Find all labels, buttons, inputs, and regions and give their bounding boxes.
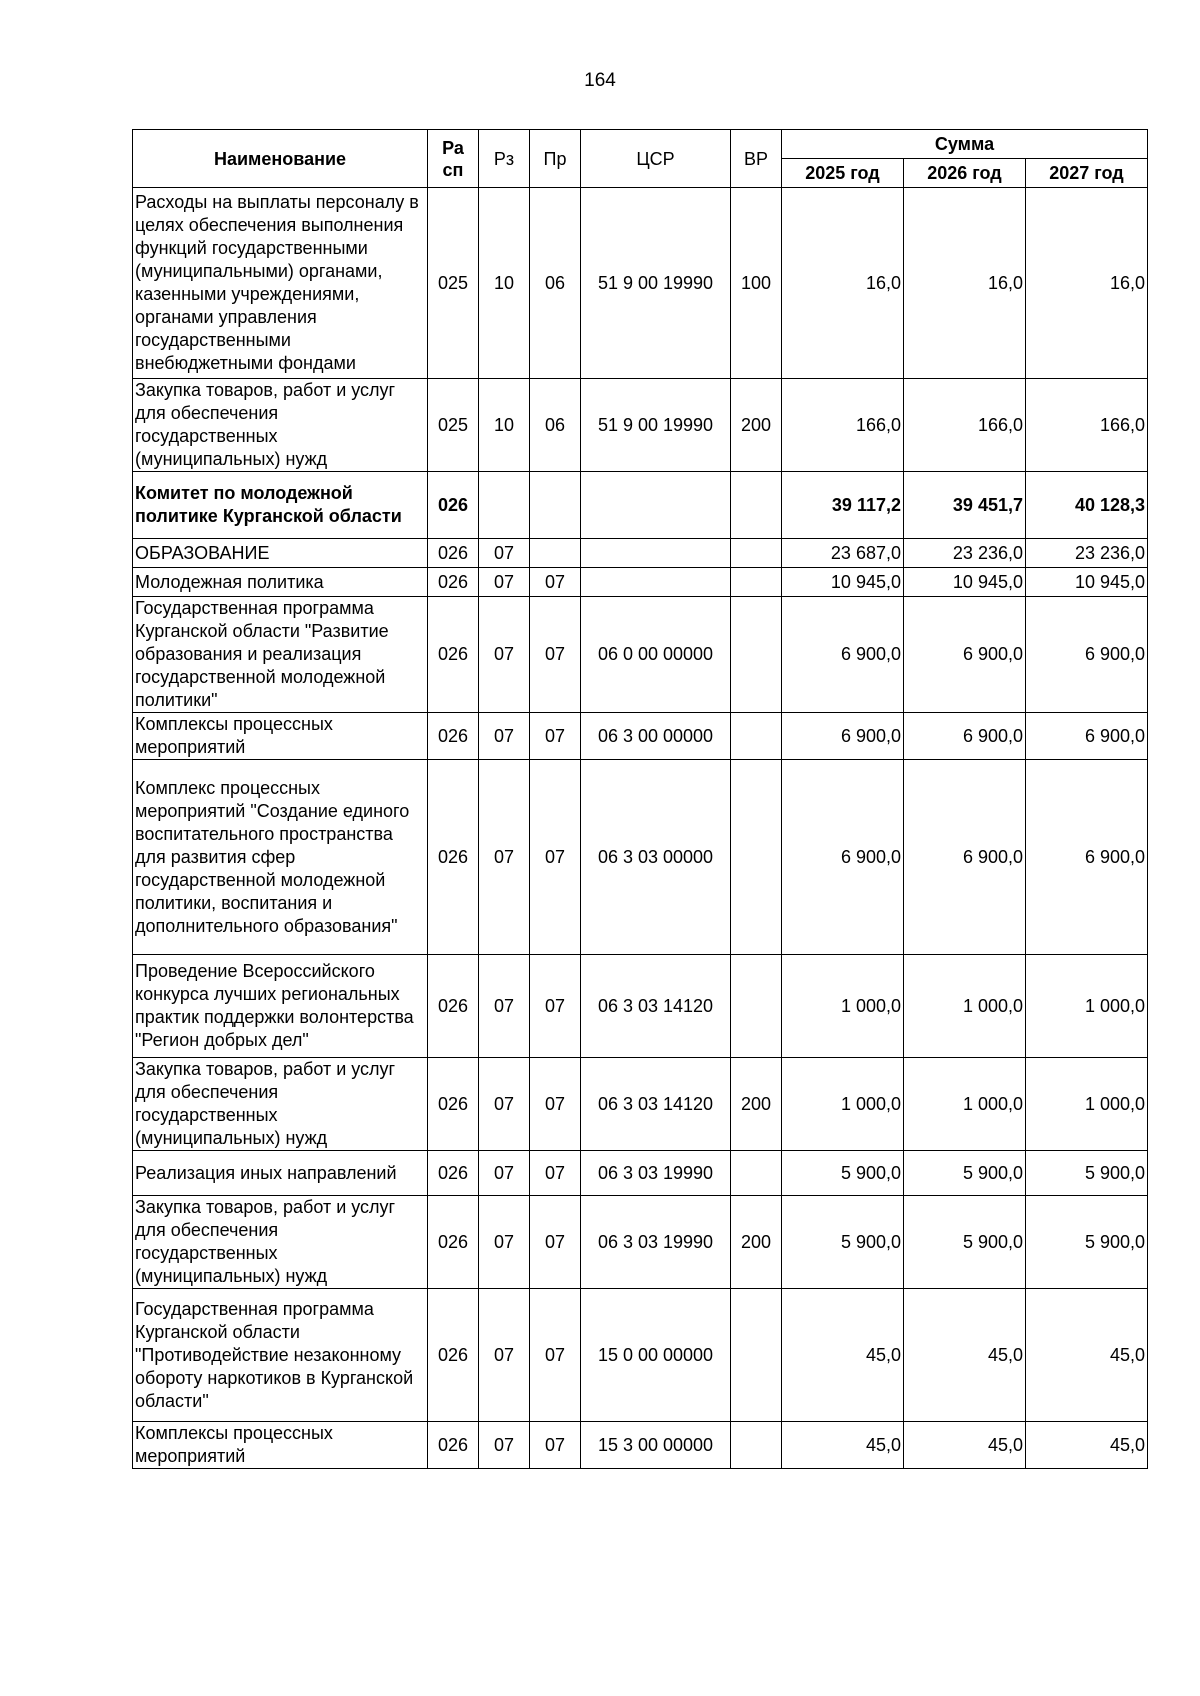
header-rasp: Ра сп [428, 130, 479, 188]
cell-name: Закупка товаров, работ и услуг для обеспечения государственных (муниципальных) нужд [133, 1196, 428, 1289]
cell-vr [731, 597, 782, 713]
cell-sum-2027: 1 000,0 [1026, 1058, 1148, 1151]
cell-sum-2025: 10 945,0 [782, 568, 904, 597]
cell-sum-2027: 40 128,3 [1026, 472, 1148, 539]
cell-name: Комплексы процессных мероприятий [133, 1422, 428, 1469]
table-header [133, 130, 1148, 188]
cell-pr [530, 472, 581, 539]
cell-name: Комитет по молодежной политике Курганской области [133, 472, 428, 539]
cell-sum-2026: 45,0 [904, 1289, 1026, 1422]
header-sum: Сумма [782, 130, 1148, 159]
cell-csr: 06 3 03 19990 [581, 1196, 731, 1289]
cell-sum-2026: 16,0 [904, 188, 1026, 379]
cell-vr [731, 1422, 782, 1469]
cell-rasp: 025 [428, 379, 479, 472]
cell-pr: 07 [530, 1058, 581, 1151]
cell-csr: 06 3 03 14120 [581, 1058, 731, 1151]
cell-sum-2025: 39 117,2 [782, 472, 904, 539]
cell-vr: 200 [731, 1058, 782, 1151]
cell-sum-2026: 45,0 [904, 1422, 1026, 1469]
cell-rz: 07 [479, 955, 530, 1058]
table-row [133, 568, 1148, 597]
cell-pr: 07 [530, 955, 581, 1058]
header-year-2025: 2025 год [782, 159, 904, 188]
cell-vr [731, 472, 782, 539]
cell-vr [731, 955, 782, 1058]
cell-rz [479, 472, 530, 539]
header-vr: ВР [731, 130, 782, 188]
cell-sum-2026: 23 236,0 [904, 539, 1026, 568]
table-body [133, 188, 1148, 1469]
cell-csr: 06 3 03 19990 [581, 1151, 731, 1196]
cell-name: Закупка товаров, работ и услуг для обеспечения государственных (муниципальных) нужд [133, 1058, 428, 1151]
cell-pr [530, 539, 581, 568]
cell-name: Молодежная политика [133, 568, 428, 597]
cell-csr: 15 0 00 00000 [581, 1289, 731, 1422]
cell-rz: 10 [479, 188, 530, 379]
cell-sum-2025: 45,0 [782, 1422, 904, 1469]
cell-rasp: 025 [428, 188, 479, 379]
cell-sum-2025: 1 000,0 [782, 955, 904, 1058]
cell-rz: 10 [479, 379, 530, 472]
cell-csr: 15 3 00 00000 [581, 1422, 731, 1469]
table-row [133, 1196, 1148, 1289]
cell-name: Комплекс процессных мероприятий "Создание единого воспитательного пространства для развития сфер государственной молодежной политики, воспитания и дополнительного образования" [133, 760, 428, 955]
cell-sum-2026: 6 900,0 [904, 760, 1026, 955]
cell-pr: 07 [530, 713, 581, 760]
cell-sum-2026: 6 900,0 [904, 597, 1026, 713]
cell-rasp: 026 [428, 472, 479, 539]
cell-sum-2026: 5 900,0 [904, 1196, 1026, 1289]
header-year-2027: 2027 год [1026, 159, 1148, 188]
cell-vr [731, 1289, 782, 1422]
cell-sum-2025: 6 900,0 [782, 760, 904, 955]
cell-sum-2025: 5 900,0 [782, 1196, 904, 1289]
cell-sum-2025: 6 900,0 [782, 597, 904, 713]
cell-pr: 07 [530, 1151, 581, 1196]
page-number: 164 [584, 70, 616, 91]
table-row [133, 760, 1148, 955]
cell-sum-2027: 10 945,0 [1026, 568, 1148, 597]
cell-vr: 100 [731, 188, 782, 379]
header-pr: Пр [530, 130, 581, 188]
cell-rz: 07 [479, 1151, 530, 1196]
cell-vr [731, 713, 782, 760]
cell-sum-2026: 10 945,0 [904, 568, 1026, 597]
cell-vr: 200 [731, 1196, 782, 1289]
cell-sum-2026: 39 451,7 [904, 472, 1026, 539]
cell-sum-2026: 166,0 [904, 379, 1026, 472]
cell-csr [581, 472, 731, 539]
table-row [133, 955, 1148, 1058]
table-row [133, 1151, 1148, 1196]
header-rz: Рз [479, 130, 530, 188]
cell-sum-2027: 6 900,0 [1026, 713, 1148, 760]
cell-rasp: 026 [428, 1422, 479, 1469]
cell-sum-2027: 166,0 [1026, 379, 1148, 472]
cell-name: Комплексы процессных мероприятий [133, 713, 428, 760]
cell-pr: 06 [530, 379, 581, 472]
cell-name: Государственная программа Курганской области "Противодействие незаконному обороту наркотиков в Курганской области" [133, 1289, 428, 1422]
cell-rz: 07 [479, 760, 530, 955]
cell-rasp: 026 [428, 713, 479, 760]
cell-sum-2025: 23 687,0 [782, 539, 904, 568]
cell-rasp: 026 [428, 568, 479, 597]
budget-table [132, 129, 1148, 1469]
cell-sum-2027: 5 900,0 [1026, 1151, 1148, 1196]
table-row [133, 1058, 1148, 1151]
cell-rz: 07 [479, 1058, 530, 1151]
cell-rasp: 026 [428, 1196, 479, 1289]
table-row [133, 379, 1148, 472]
cell-sum-2027: 6 900,0 [1026, 760, 1148, 955]
table-row [133, 539, 1148, 568]
cell-rz: 07 [479, 568, 530, 597]
cell-name: Расходы на выплаты персоналу в целях обеспечения выполнения функций государственными (муниципальными) органами, казенными учреждениями, органами управления государственными внебюджетными фондами [133, 188, 428, 379]
cell-csr: 06 0 00 00000 [581, 597, 731, 713]
cell-sum-2025: 166,0 [782, 379, 904, 472]
cell-sum-2027: 6 900,0 [1026, 597, 1148, 713]
cell-sum-2027: 16,0 [1026, 188, 1148, 379]
cell-rz: 07 [479, 1289, 530, 1422]
cell-sum-2026: 1 000,0 [904, 1058, 1026, 1151]
cell-rasp: 026 [428, 1289, 479, 1422]
cell-sum-2027: 23 236,0 [1026, 539, 1148, 568]
header-name: Наименование [133, 130, 428, 188]
cell-rasp: 026 [428, 597, 479, 713]
cell-sum-2025: 45,0 [782, 1289, 904, 1422]
table-row [133, 1289, 1148, 1422]
cell-name: Государственная программа Курганской области "Развитие образования и реализация государственной молодежной политики" [133, 597, 428, 713]
cell-name: Закупка товаров, работ и услуг для обеспечения государственных (муниципальных) нужд [133, 379, 428, 472]
cell-vr: 200 [731, 379, 782, 472]
cell-csr: 06 3 00 00000 [581, 713, 731, 760]
cell-pr: 07 [530, 597, 581, 713]
cell-sum-2026: 6 900,0 [904, 713, 1026, 760]
cell-pr: 07 [530, 760, 581, 955]
cell-pr: 06 [530, 188, 581, 379]
cell-vr [731, 539, 782, 568]
cell-sum-2025: 6 900,0 [782, 713, 904, 760]
cell-csr: 51 9 00 19990 [581, 379, 731, 472]
cell-csr: 06 3 03 14120 [581, 955, 731, 1058]
cell-rz: 07 [479, 1422, 530, 1469]
cell-csr [581, 568, 731, 597]
cell-csr: 51 9 00 19990 [581, 188, 731, 379]
table-row [133, 597, 1148, 713]
cell-sum-2027: 5 900,0 [1026, 1196, 1148, 1289]
cell-rasp: 026 [428, 1058, 479, 1151]
cell-rasp: 026 [428, 539, 479, 568]
cell-vr [731, 568, 782, 597]
cell-sum-2027: 1 000,0 [1026, 955, 1148, 1058]
cell-vr [731, 760, 782, 955]
cell-csr: 06 3 03 00000 [581, 760, 731, 955]
cell-rz: 07 [479, 1196, 530, 1289]
cell-sum-2026: 1 000,0 [904, 955, 1026, 1058]
cell-rasp: 026 [428, 955, 479, 1058]
table-row [133, 472, 1148, 539]
cell-sum-2026: 5 900,0 [904, 1151, 1026, 1196]
cell-sum-2027: 45,0 [1026, 1422, 1148, 1469]
cell-sum-2027: 45,0 [1026, 1289, 1148, 1422]
cell-pr: 07 [530, 1196, 581, 1289]
cell-rz: 07 [479, 597, 530, 713]
cell-rasp: 026 [428, 760, 479, 955]
header-year-2026: 2026 год [904, 159, 1026, 188]
cell-pr: 07 [530, 568, 581, 597]
cell-name: Проведение Всероссийского конкурса лучших региональных практик поддержки волонтерства "Регион добрых дел" [133, 955, 428, 1058]
cell-vr [731, 1151, 782, 1196]
header-csr: ЦСР [581, 130, 731, 188]
cell-name: Реализация иных направлений [133, 1151, 428, 1196]
cell-sum-2025: 16,0 [782, 188, 904, 379]
cell-rz: 07 [479, 713, 530, 760]
table-row [133, 188, 1148, 379]
cell-csr [581, 539, 731, 568]
cell-sum-2025: 1 000,0 [782, 1058, 904, 1151]
table-row [133, 1422, 1148, 1469]
cell-pr: 07 [530, 1422, 581, 1469]
cell-pr: 07 [530, 1289, 581, 1422]
cell-rasp: 026 [428, 1151, 479, 1196]
cell-sum-2025: 5 900,0 [782, 1151, 904, 1196]
cell-name: ОБРАЗОВАНИЕ [133, 539, 428, 568]
cell-rz: 07 [479, 539, 530, 568]
table-row [133, 713, 1148, 760]
